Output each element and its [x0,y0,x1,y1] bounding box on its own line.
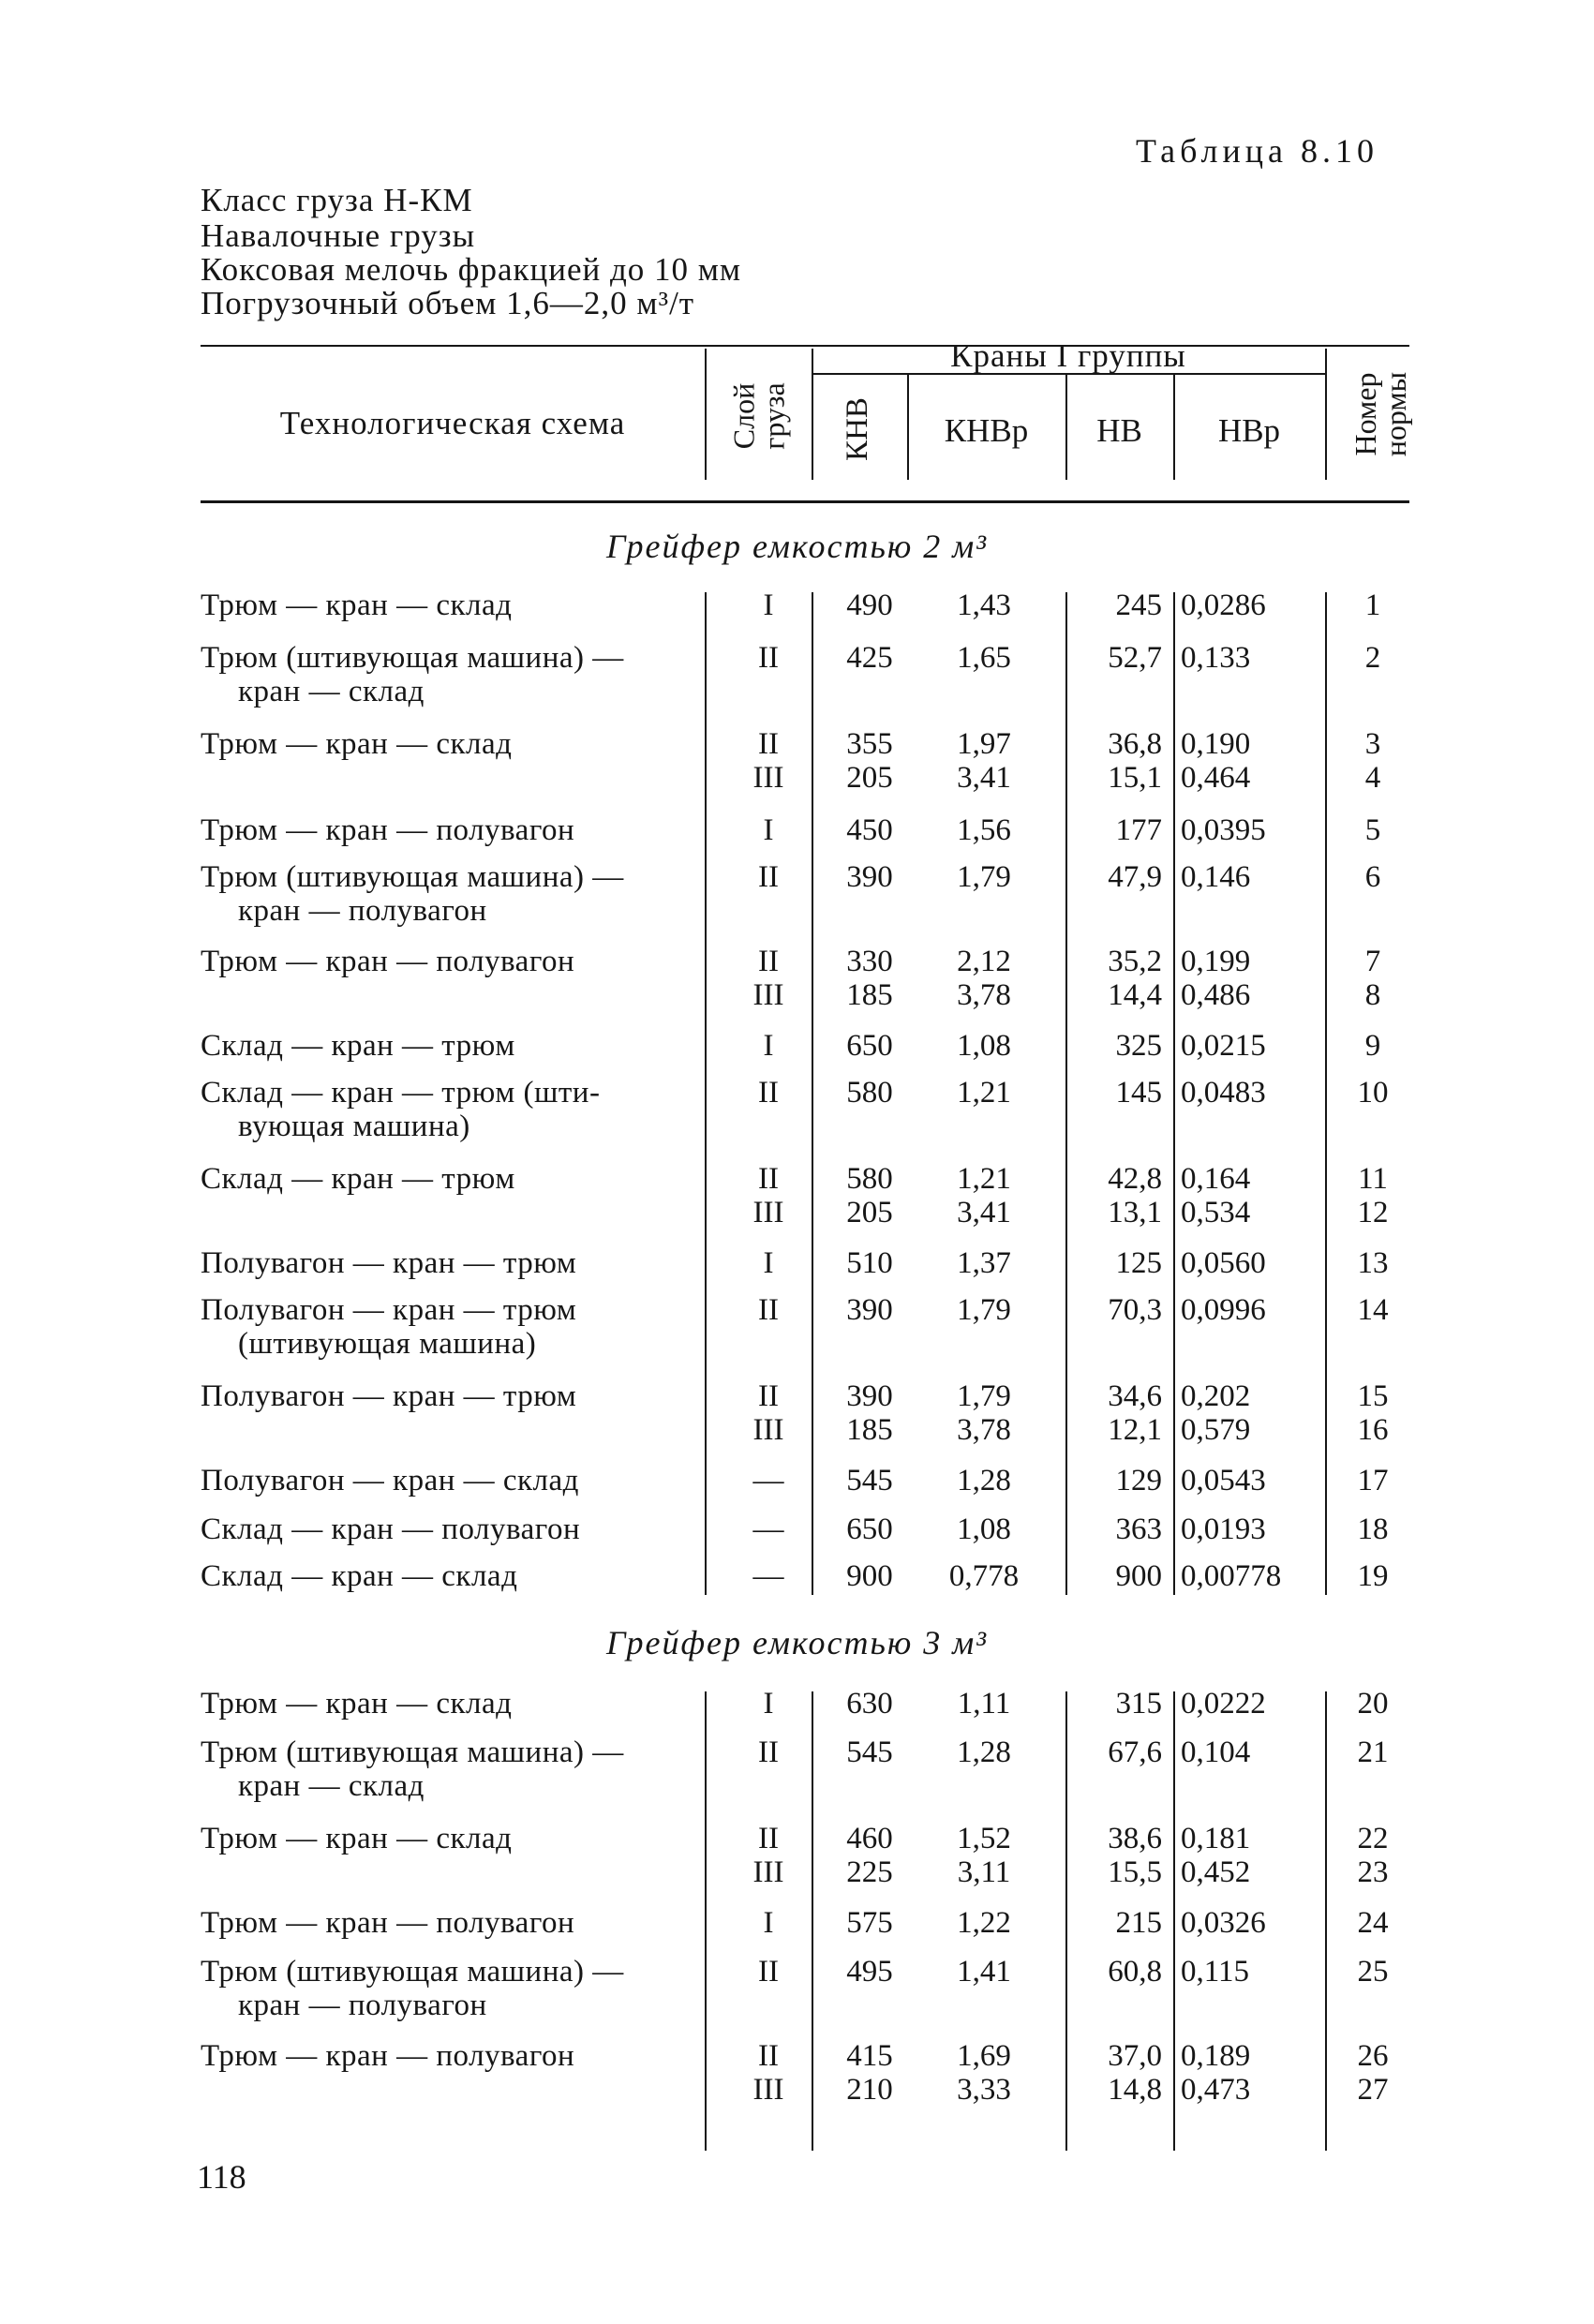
column-divider [705,1691,707,2151]
scheme-cell [201,1029,697,1063]
nv-cell: 900 [1115,1559,1162,1593]
knvr-cell: 1,22 [957,1906,1011,1940]
column-header-cranes-group: Краны I группы [950,337,1186,374]
nvr-cell: 0,190 0,464 [1181,727,1251,795]
layer-cell: II III [752,727,784,795]
knv-cell: 460 225 [846,1822,893,1889]
section-title-grab-3m3: Грейфер емкостью 3 м³ [605,1624,989,1661]
cargo-type: Навалочные грузы [201,217,476,254]
scheme-cell [201,727,697,761]
nvr-cell: 0,0286 [1181,588,1266,622]
scheme-cell [201,1464,697,1497]
scheme-cell [201,1512,697,1546]
layer-cell: II [758,1293,779,1327]
nvr-cell: 0,0560 [1181,1246,1266,1280]
section-title-grab-2m3: Грейфер емкостью 2 м³ [605,528,989,565]
cargo-fraction: Коксовая мелочь фракцией до 10 мм [201,251,742,288]
nvr-cell: 0,181 0,452 [1181,1822,1251,1889]
layer-cell: II III [752,1822,784,1889]
nv-cell: 177 [1115,813,1162,847]
nv-cell: 129 [1115,1464,1162,1497]
knvr-cell: 2,12 3,78 [957,945,1011,1012]
knvr-cell: 1,21 3,41 [957,1162,1011,1229]
scheme-cell [201,860,697,928]
scheme-line: Склад — кран — трюм [201,1029,515,1063]
knv-cell: 495 [846,1955,893,1989]
nv-cell: 37,0 14,8 [1108,2039,1162,2107]
nvr-cell: 0,199 0,486 [1181,945,1251,1012]
nv-cell: 67,6 [1108,1736,1162,1769]
scheme-cell [201,1906,697,1940]
scheme-line: кран — полувагон [238,894,487,928]
knv-cell: 510 [846,1246,893,1280]
knv-cell: 330 185 [846,945,893,1012]
scheme-line: Трюм (штивующая машина) — [201,1736,624,1769]
nvr-cell: 0,0483 [1181,1076,1266,1110]
norm-number-cell: 13 [1357,1246,1389,1280]
knvr-cell: 1,79 [957,860,1011,894]
page-number: 118 [197,2158,246,2196]
layer-cell: I [763,1687,774,1721]
norm-number-cell: 20 [1357,1687,1389,1721]
knvr-cell: 1,97 3,41 [957,727,1011,795]
header-divider [705,349,707,480]
norm-number-cell: 21 [1357,1736,1389,1769]
knvr-cell: 1,56 [957,813,1011,847]
layer-cell: — [752,1512,784,1546]
column-divider [1173,592,1175,1595]
knvr-cell: 0,778 [948,1559,1020,1593]
knv-cell: 575 [846,1906,893,1940]
norm-number-cell: 18 [1357,1512,1389,1546]
layer-cell: I [763,813,774,847]
norm-number-cell: 19 [1357,1559,1389,1593]
nvr-cell: 0,164 0,534 [1181,1162,1251,1229]
nvr-cell: 0,202 0,579 [1181,1379,1251,1447]
layer-cell: — [752,1464,784,1497]
nv-cell: 36,8 15,1 [1108,727,1162,795]
knv-cell: 425 [846,641,893,675]
nvr-cell: 0,0543 [1181,1464,1266,1497]
column-header-nv: НВ [1096,412,1142,449]
scheme-line: Полувагон — кран — трюм [201,1246,577,1280]
scheme-line: Полувагон — кран — склад [201,1464,579,1497]
nvr-cell: 0,0395 [1181,813,1266,847]
knv-cell: 580 205 [846,1162,893,1229]
scheme-line: Склад — кран — полувагон [201,1512,581,1546]
scheme-cell [201,1293,697,1361]
norm-number-cell: 1 [1364,588,1381,622]
column-divider [705,592,707,1595]
norm-number-cell: 15 16 [1357,1379,1389,1447]
scheme-line: (штивующая машина) [238,1327,537,1361]
knvr-cell: 1,11 [957,1687,1011,1721]
layer-cell: II III [752,945,784,1012]
layer-cell: II [758,1076,779,1110]
nvr-cell: 0,146 [1181,860,1251,894]
knvr-cell: 1,08 [957,1029,1011,1063]
nvr-cell: 0,0996 [1181,1293,1266,1327]
knv-cell: 390 185 [846,1379,893,1447]
layer-cell: II III [752,1379,784,1447]
scheme-line: Склад — кран — трюм (шти- [201,1076,601,1110]
scheme-line: Трюм — кран — склад [201,1687,513,1721]
table-label: Таблица 8.10 [1136,132,1378,170]
layer-cell: I [763,1906,774,1940]
nvr-cell: 0,189 0,473 [1181,2039,1251,2107]
knv-cell: 545 [846,1464,893,1497]
nv-cell: 60,8 [1108,1955,1162,1989]
column-header-scheme: Технологическая схема [279,405,626,441]
knvr-cell: 1,69 3,33 [957,2039,1011,2107]
scheme-cell [201,1246,697,1280]
norm-number-cell: 26 27 [1357,2039,1389,2107]
knvr-cell: 1,37 [957,1246,1011,1280]
nv-cell: 363 [1115,1512,1162,1546]
layer-cell: I [763,588,774,622]
knvr-cell: 1,79 3,78 [957,1379,1011,1447]
knv-cell: 650 [846,1029,893,1063]
loading-volume: Погрузочный объем 1,6—2,0 м³/т [201,285,695,321]
norm-number-cell: 22 23 [1357,1822,1389,1889]
nv-cell: 325 [1115,1029,1162,1063]
scheme-line: Трюм (штивующая машина) — [201,860,624,894]
norm-number-cell: 3 4 [1364,727,1381,795]
scheme-cell [201,1687,697,1721]
scheme-line: Трюм — кран — склад [201,1822,513,1855]
column-header-layer: Слой груза [726,382,791,450]
nvr-cell: 0,115 [1181,1955,1250,1989]
nv-cell: 315 [1115,1687,1162,1721]
scheme-line: Трюм — кран — полувагон [201,2039,575,2073]
header-divider [1325,349,1327,480]
layer-cell: II [758,1736,779,1769]
nvr-cell: 0,0215 [1181,1029,1266,1063]
knvr-cell: 1,21 [957,1076,1011,1110]
nv-cell: 70,3 [1108,1293,1162,1327]
layer-cell: — [752,1559,784,1593]
norm-number-cell: 11 12 [1357,1162,1389,1229]
knv-cell: 630 [846,1687,893,1721]
nvr-cell: 0,0222 [1181,1687,1266,1721]
nv-cell: 145 [1115,1076,1162,1110]
nv-cell: 125 [1115,1246,1162,1280]
column-divider [1325,1691,1327,2151]
knv-cell: 490 [846,588,893,622]
knv-cell: 390 [846,860,893,894]
norm-number-cell: 10 [1357,1076,1389,1110]
knv-cell: 580 [846,1076,893,1110]
nv-cell: 52,7 [1108,641,1162,675]
scheme-line: Полувагон — кран — трюм [201,1293,577,1327]
scheme-cell [201,1162,697,1196]
knv-cell: 390 [846,1293,893,1327]
nv-cell: 47,9 [1108,860,1162,894]
scheme-line: Трюм — кран — полувагон [201,945,575,978]
nvr-cell: 0,0193 [1181,1512,1266,1546]
column-header-norm-number: Номер нормы [1348,371,1412,457]
knvr-cell: 1,79 [957,1293,1011,1327]
norm-number-cell: 9 [1364,1029,1381,1063]
layer-cell: II [758,1955,779,1989]
nvr-cell: 0,133 [1181,641,1251,675]
scheme-cell [201,641,697,708]
nv-cell: 42,8 13,1 [1108,1162,1162,1229]
norm-number-cell: 24 [1357,1906,1389,1940]
scheme-cell [201,1559,697,1593]
knvr-cell: 1,43 [957,588,1011,622]
knvr-cell: 1,28 [957,1736,1011,1769]
nv-cell: 35,2 14,4 [1108,945,1162,1012]
scheme-line: Склад — кран — склад [201,1559,518,1593]
scheme-line: кран — склад [238,675,425,708]
scheme-line: кран — полувагон [238,1989,487,2022]
header-bottom-rule [201,500,1409,503]
knv-cell: 650 [846,1512,893,1546]
scheme-cell [201,1076,697,1143]
scheme-line: Трюм — кран — полувагон [201,813,575,847]
knv-cell: 545 [846,1736,893,1769]
column-divider [1325,592,1327,1595]
column-header-nvr: НВр [1217,412,1281,449]
nvr-cell: 0,00778 [1181,1559,1282,1593]
scheme-cell [201,588,697,622]
scheme-cell [201,945,697,978]
scheme-line: Трюм (штивующая машина) — [201,641,624,675]
column-divider [1173,1691,1175,2151]
knv-cell: 900 [846,1559,893,1593]
norm-number-cell: 25 [1357,1955,1389,1989]
nv-cell: 34,6 12,1 [1108,1379,1162,1447]
knvr-cell: 1,08 [957,1512,1011,1546]
scheme-line: Склад — кран — трюм [201,1162,515,1196]
scheme-line: Трюм — кран — склад [201,727,513,761]
knv-cell: 450 [846,813,893,847]
nv-cell: 38,6 15,5 [1108,1822,1162,1889]
norm-number-cell: 7 8 [1364,945,1381,1012]
layer-cell: I [763,1246,774,1280]
layer-cell: II [758,641,779,675]
layer-cell: II [758,860,779,894]
column-header-knvr: КНВр [944,412,1029,449]
scheme-cell [201,2039,697,2073]
norm-number-cell: 14 [1357,1293,1389,1327]
nv-cell: 245 [1115,588,1162,622]
norm-number-cell: 17 [1357,1464,1389,1497]
column-header-knv: КНВ [841,397,874,461]
scheme-line: кран — склад [238,1769,425,1803]
layer-cell: I [763,1029,774,1063]
knvr-cell: 1,65 [957,641,1011,675]
nvr-cell: 0,0326 [1181,1906,1266,1940]
scheme-cell [201,1822,697,1855]
norm-number-cell: 5 [1364,813,1381,847]
cargo-class: Класс груза Н-КМ [201,182,473,218]
scheme-cell [201,1955,697,2022]
scheme-cell [201,1736,697,1803]
norm-number-cell: 2 [1364,641,1381,675]
knvr-cell: 1,52 3,11 [957,1822,1011,1889]
knv-cell: 415 210 [846,2039,893,2107]
scheme-cell [201,813,697,847]
knvr-cell: 1,41 [957,1955,1011,1989]
knvr-cell: 1,28 [957,1464,1011,1497]
nvr-cell: 0,104 [1181,1736,1251,1769]
scheme-line: Трюм — кран — склад [201,588,513,622]
norm-number-cell: 6 [1364,860,1381,894]
scheme-line: Трюм — кран — полувагон [201,1906,575,1940]
layer-cell: II III [752,1162,784,1229]
scheme-line: вующая машина) [238,1110,470,1143]
layer-cell: II III [752,2039,784,2107]
scheme-cell [201,1379,697,1413]
nv-cell: 215 [1115,1906,1162,1940]
knv-cell: 355 205 [846,727,893,795]
scheme-line: Трюм (штивующая машина) — [201,1955,624,1989]
scheme-line: Полувагон — кран — трюм [201,1379,577,1413]
